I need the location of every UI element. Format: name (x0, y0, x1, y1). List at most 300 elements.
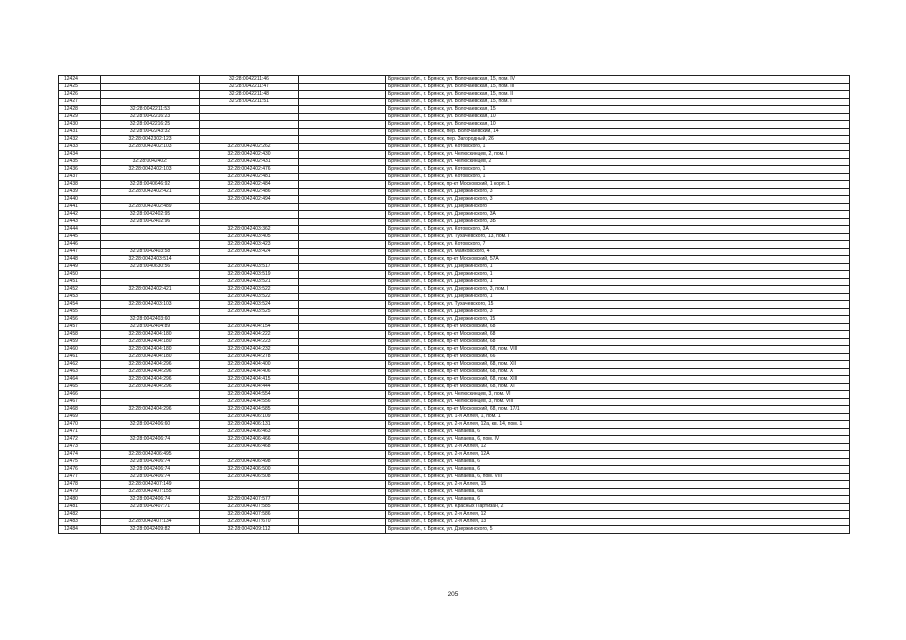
row-number-cell: 12439 (59, 188, 101, 196)
empty-cell (299, 398, 386, 406)
table-row (59, 398, 850, 406)
object-cadastral-cell: 32:28:0042404:556 (200, 398, 299, 406)
empty-cell (299, 218, 386, 226)
row-number-cell: 12438 (59, 181, 101, 189)
row-number-cell: 12437 (59, 173, 101, 181)
row-number-cell: 12466 (59, 391, 101, 399)
table-row (59, 188, 850, 196)
land-cadastral-cell: 32:28:0042402:103 (101, 166, 200, 174)
land-cadastral-cell: 32:28:0042216:23 (101, 113, 200, 121)
land-cadastral-cell (101, 293, 200, 301)
address-cell: Брянская обл., г. Брянск, ул. 2-я Аллея, 12а, кв. 14, пом. 1 (386, 421, 850, 429)
address-cell: Брянская обл., г. Брянск, ул. Котовского, 1 (386, 166, 850, 174)
table-row (59, 316, 850, 324)
row-number-cell: 12480 (59, 496, 101, 504)
object-cadastral-cell: 32:28:0042403:362 (200, 226, 299, 234)
table-row (59, 158, 850, 166)
empty-cell (299, 481, 386, 489)
table-row (59, 286, 850, 294)
object-cadastral-cell (200, 218, 299, 226)
land-cadastral-cell: 32:28:0042406:74 (101, 436, 200, 444)
object-cadastral-cell (200, 113, 299, 121)
table-row (59, 481, 850, 489)
object-cadastral-cell (200, 121, 299, 129)
land-cadastral-cell: 32:28:0042402:96 (101, 218, 200, 226)
address-cell: Брянская обл., г. Брянск, ул. Чапаева, 6, пом. VIII (386, 473, 850, 481)
address-cell: Брянская обл., г. Брянск, ул. Волочаевская, 15, пом. IV (386, 76, 850, 84)
table-row (59, 263, 850, 271)
land-cadastral-cell: 32:28:0042404:296 (101, 406, 200, 414)
table-row (59, 173, 850, 181)
object-cadastral-cell: 32:28:0042402:494 (200, 196, 299, 204)
object-cadastral-cell: 32:28:0042404:554 (200, 391, 299, 399)
land-cadastral-cell: 32:28:0042407:155 (101, 488, 200, 496)
address-cell: Брянская обл., г. Брянск, ул. Чапаева, 6а (386, 488, 850, 496)
land-cadastral-cell (101, 428, 200, 436)
empty-cell (299, 496, 386, 504)
row-number-cell: 12430 (59, 121, 101, 129)
table-row (59, 511, 850, 519)
row-number-cell: 12471 (59, 428, 101, 436)
address-cell: Брянская обл., г. Брянск, ул. 2-я Аллея, 13 (386, 518, 850, 526)
empty-cell (299, 308, 386, 316)
table-row (59, 256, 850, 264)
land-cadastral-cell (101, 226, 200, 234)
empty-cell (299, 113, 386, 121)
land-cadastral-cell: 32:28:0042402: (101, 158, 200, 166)
table-row (59, 391, 850, 399)
land-cadastral-cell: 32:28:0042216:25 (101, 121, 200, 129)
row-number-cell: 12475 (59, 458, 101, 466)
land-cadastral-cell: 32:28:0042406:74 (101, 458, 200, 466)
empty-cell (299, 226, 386, 234)
row-number-cell: 12467 (59, 398, 101, 406)
row-number-cell: 12453 (59, 293, 101, 301)
object-cadastral-cell: 32:28:0042403:525 (200, 308, 299, 316)
address-cell: Брянская обл., г. Брянск, пр-кт Московский, 68, пом. 17/1 (386, 406, 850, 414)
land-cadastral-cell: 32:28:0042404:296 (101, 368, 200, 376)
empty-cell (299, 443, 386, 451)
empty-cell (299, 466, 386, 474)
land-cadastral-cell (101, 76, 200, 84)
empty-cell (299, 263, 386, 271)
land-cadastral-cell (101, 173, 200, 181)
table-row (59, 413, 850, 421)
address-cell: Брянская обл., г. Брянск, ул. Чапаева, 6 (386, 428, 850, 436)
land-cadastral-cell: 32:28:0042402:489 (101, 203, 200, 211)
address-cell: Брянская обл., г. Брянск, пр-кт Московский, 68, пом. X (386, 368, 850, 376)
table-row (59, 353, 850, 361)
object-cadastral-cell: 32:28:0042404:444 (200, 383, 299, 391)
address-cell: Брянская обл., г. Брянск, ул. Дзержинского, 3 (386, 188, 850, 196)
empty-cell (299, 173, 386, 181)
land-cadastral-cell: 32:28:0040646:92 (101, 181, 200, 189)
table-row (59, 151, 850, 159)
address-cell: Брянская обл., г. Брянск, ул. Дзержинского, 15 (386, 316, 850, 324)
address-cell: Брянская обл., г. Брянск, пр-кт Московский, 68, пом. XII (386, 361, 850, 369)
land-cadastral-cell: 32:28:0042403:514 (101, 256, 200, 264)
table-row (59, 331, 850, 339)
object-cadastral-cell: 32:28:0042402:431 (200, 158, 299, 166)
empty-cell (299, 248, 386, 256)
table-row (59, 361, 850, 369)
row-number-cell: 12469 (59, 413, 101, 421)
object-cadastral-cell: 32:28:0042404:222 (200, 331, 299, 339)
table-row (59, 181, 850, 189)
table-row (59, 241, 850, 249)
empty-cell (299, 233, 386, 241)
table-row (59, 466, 850, 474)
table-row (59, 428, 850, 436)
row-number-cell: 12474 (59, 451, 101, 459)
row-number-cell: 12481 (59, 503, 101, 511)
address-cell: Брянская обл., г. Брянск, ул. Чапаева, 6, пом. IV (386, 436, 850, 444)
address-cell: Брянская обл., г. Брянск, ул. Дзержинского, 3 (386, 196, 850, 204)
empty-cell (299, 458, 386, 466)
row-number-cell: 12477 (59, 473, 101, 481)
object-cadastral-cell: 32:28:0042404:154 (200, 323, 299, 331)
object-cadastral-cell: 32:28:0042404:406 (200, 368, 299, 376)
address-cell: Брянская обл., г. Брянск, ул. Челюскинцев, 3, пом. VI (386, 391, 850, 399)
empty-cell (299, 503, 386, 511)
table-row (59, 526, 850, 534)
address-cell: Брянская обл., г. Брянск, ул. Дзержинского, 3Б (386, 218, 850, 226)
empty-cell (299, 406, 386, 414)
row-number-cell: 12452 (59, 286, 101, 294)
address-cell: Брянская обл., г. Брянск, ул. Челюскинцев, 2 (386, 158, 850, 166)
table-row (59, 196, 850, 204)
row-number-cell: 12435 (59, 158, 101, 166)
table-row (59, 293, 850, 301)
row-number-cell: 12445 (59, 233, 101, 241)
empty-cell (299, 128, 386, 136)
table-row (59, 76, 850, 84)
address-cell: Брянская обл., г. Брянск, ул. Красных Партизан, 2 (386, 503, 850, 511)
row-number-cell: 12461 (59, 353, 101, 361)
empty-cell (299, 331, 386, 339)
table-row (59, 128, 850, 136)
object-cadastral-cell: 32:28:0042211:48 (200, 91, 299, 99)
address-cell: Брянская обл., г. Брянск, ул. Котовского, 7 (386, 241, 850, 249)
address-cell: Брянская обл., г. Брянск, ул. Волочаевская, 10 (386, 113, 850, 121)
object-cadastral-cell: 32:28:0042402:481 (200, 173, 299, 181)
empty-cell (299, 136, 386, 144)
empty-cell (299, 121, 386, 129)
row-number-cell: 12428 (59, 106, 101, 114)
object-cadastral-cell: 32:28:0042403:522 (200, 293, 299, 301)
address-cell: Брянская обл., г. Брянск, пр-кт Московский, 68 (386, 338, 850, 346)
land-cadastral-cell (101, 151, 200, 159)
object-cadastral-cell (200, 481, 299, 489)
address-cell: Брянская обл., г. Брянск, ул. Тухачевского, 13, пом. I (386, 233, 850, 241)
empty-cell (299, 421, 386, 429)
row-number-cell: 12468 (59, 406, 101, 414)
row-number-cell: 12447 (59, 248, 101, 256)
object-cadastral-cell: 32:28:0042402:476 (200, 166, 299, 174)
address-cell: Брянская обл., г. Брянск, ул. Волочаевская, 15, пом. III (386, 83, 850, 91)
object-cadastral-cell: 32:28:0042403:423 (200, 241, 299, 249)
land-cadastral-cell: 32:28:0042404:296 (101, 383, 200, 391)
address-cell: Брянская обл., г. Брянск, пр-кт Московский, 57А (386, 256, 850, 264)
empty-cell (299, 151, 386, 159)
land-cadastral-cell (101, 98, 200, 106)
object-cadastral-cell (200, 136, 299, 144)
empty-cell (299, 301, 386, 309)
row-number-cell: 12444 (59, 226, 101, 234)
land-cadastral-cell: 32:28:0040630:56 (101, 263, 200, 271)
land-cadastral-cell: 32:28:0042407:71 (101, 503, 200, 511)
object-cadastral-cell (200, 451, 299, 459)
land-cadastral-cell (101, 91, 200, 99)
object-cadastral-cell (200, 106, 299, 114)
object-cadastral-cell: 32:28:0042404:400 (200, 361, 299, 369)
empty-cell (299, 383, 386, 391)
object-cadastral-cell: 32:28:0042406:466 (200, 436, 299, 444)
address-cell: Брянская обл., г. Брянск, ул. Дзержинского, 3 (386, 308, 850, 316)
address-cell: Брянская обл., г. Брянск, ул. Дзержинского, 1 (386, 263, 850, 271)
address-cell: Брянская обл., г. Брянск, ул. Волочаевская, 10 (386, 121, 850, 129)
object-cadastral-cell: 32:28:0042407:585 (200, 503, 299, 511)
land-cadastral-cell: 32:28:0042211:53 (101, 106, 200, 114)
land-cadastral-cell: 32:28:0042406:495 (101, 451, 200, 459)
empty-cell (299, 256, 386, 264)
object-cadastral-cell: 32:28:0042407:577 (200, 496, 299, 504)
row-number-cell: 12482 (59, 511, 101, 519)
row-number-cell: 12448 (59, 256, 101, 264)
object-cadastral-cell: 32:28:0042406:131 (200, 421, 299, 429)
table-row (59, 98, 850, 106)
land-cadastral-cell: 32:28:0042302:123 (101, 136, 200, 144)
empty-cell (299, 511, 386, 519)
object-cadastral-cell: 32:28:0042406:468 (200, 443, 299, 451)
address-cell: Брянская обл., г. Брянск, ул. Дзержинского, 1 (386, 278, 850, 286)
empty-cell (299, 526, 386, 534)
row-number-cell: 12459 (59, 338, 101, 346)
land-cadastral-cell (101, 308, 200, 316)
table-row (59, 496, 850, 504)
land-cadastral-cell: 32:28:0042404:296 (101, 376, 200, 384)
address-cell: Брянская обл., г. Брянск, пр-кт Московский, 66 (386, 353, 850, 361)
table-row (59, 488, 850, 496)
land-cadastral-cell (101, 443, 200, 451)
land-cadastral-cell: 32:28:0042243:32 (101, 128, 200, 136)
land-cadastral-cell (101, 278, 200, 286)
table-row (59, 136, 850, 144)
empty-cell (299, 166, 386, 174)
table-row (59, 113, 850, 121)
land-cadastral-cell: 32:28:0042406:74 (101, 496, 200, 504)
address-cell: Брянская обл., г. Брянск, ул. 2-я Аллея, 12А (386, 451, 850, 459)
row-number-cell: 12442 (59, 211, 101, 219)
empty-cell (299, 203, 386, 211)
empty-cell (299, 143, 386, 151)
object-cadastral-cell: 32:28:0042406:500 (200, 466, 299, 474)
table-row (59, 106, 850, 114)
row-number-cell: 12424 (59, 76, 101, 84)
object-cadastral-cell: 32:28:0042403:522 (200, 286, 299, 294)
land-cadastral-cell: 32:28:0042402:95 (101, 211, 200, 219)
address-cell: Брянская обл., г. Брянск, ул. Челюскинцев, 2, пом. I (386, 151, 850, 159)
land-cadastral-cell: 32:28:0042404:180 (101, 331, 200, 339)
row-number-cell: 12462 (59, 361, 101, 369)
address-cell: Брянская обл., г. Брянск, ул. Маяковского, 4 (386, 248, 850, 256)
address-cell: Брянская обл., г. Брянск, ул. Дзержинского, 3, пом. I (386, 286, 850, 294)
address-cell: Брянская обл., г. Брянск, пр-кт Московский, 68, пом. XI (386, 383, 850, 391)
table-row (59, 503, 850, 511)
table-row (59, 421, 850, 429)
empty-cell (299, 98, 386, 106)
register-table-body (59, 76, 850, 534)
table-row (59, 166, 850, 174)
table-row (59, 218, 850, 226)
empty-cell (299, 391, 386, 399)
object-cadastral-cell: 32:28:0042403:405 (200, 233, 299, 241)
land-cadastral-cell: 32:28:0042406:74 (101, 473, 200, 481)
address-cell: Брянская обл., г. Брянск, ул. Котовского, 3А (386, 226, 850, 234)
empty-cell (299, 361, 386, 369)
row-number-cell: 12476 (59, 466, 101, 474)
address-cell: Брянская обл., г. Брянск, ул. Дзержинского, 1 (386, 293, 850, 301)
address-cell: Брянская обл., г. Брянск, ул. Дзержинского, 5 (386, 526, 850, 534)
empty-cell (299, 271, 386, 279)
land-cadastral-cell (101, 511, 200, 519)
row-number-cell: 12470 (59, 421, 101, 429)
object-cadastral-cell: 32:28:0042402:484 (200, 181, 299, 189)
row-number-cell: 12443 (59, 218, 101, 226)
row-number-cell: 12446 (59, 241, 101, 249)
object-cadastral-cell: 32:28:0042403:519 (200, 271, 299, 279)
land-cadastral-cell: 32:28:0042404:180 (101, 346, 200, 354)
land-cadastral-cell: 32:28:0042404:180 (101, 338, 200, 346)
address-cell: Брянская обл., г. Брянск, ул. 1-я Аллея, 1, пом. 1 (386, 413, 850, 421)
land-cadastral-cell: 32:28:0042407:149 (101, 481, 200, 489)
land-cadastral-cell: 32:28:0042409:82 (101, 526, 200, 534)
row-number-cell: 12432 (59, 136, 101, 144)
row-number-cell: 12426 (59, 91, 101, 99)
empty-cell (299, 488, 386, 496)
object-cadastral-cell (200, 211, 299, 219)
land-cadastral-cell: 32:28:0042402:103 (101, 143, 200, 151)
row-number-cell: 12433 (59, 143, 101, 151)
empty-cell (299, 76, 386, 84)
row-number-cell: 12434 (59, 151, 101, 159)
row-number-cell: 12460 (59, 346, 101, 354)
object-cadastral-cell: 32:28:0042211:46 (200, 76, 299, 84)
row-number-cell: 12484 (59, 526, 101, 534)
table-row (59, 83, 850, 91)
row-number-cell: 12455 (59, 308, 101, 316)
row-number-cell: 12440 (59, 196, 101, 204)
register-table (58, 75, 850, 534)
table-row (59, 383, 850, 391)
empty-cell (299, 428, 386, 436)
empty-cell (299, 241, 386, 249)
empty-cell (299, 338, 386, 346)
empty-cell (299, 196, 386, 204)
empty-cell (299, 286, 386, 294)
address-cell: Брянская обл., г. Брянск, ул. 2-я Аллея, 12 (386, 443, 850, 451)
row-number-cell: 12472 (59, 436, 101, 444)
object-cadastral-cell: 32:28:0042402:486 (200, 188, 299, 196)
empty-cell (299, 346, 386, 354)
object-cadastral-cell: 32:28:0042404:223 (200, 338, 299, 346)
object-cadastral-cell: 32:28:0042403:517 (200, 263, 299, 271)
row-number-cell: 12450 (59, 271, 101, 279)
land-cadastral-cell: 32:28:0042407:134 (101, 518, 200, 526)
row-number-cell: 12463 (59, 368, 101, 376)
address-cell: Брянская обл., г. Брянск, пер. Загородный, 26 (386, 136, 850, 144)
object-cadastral-cell: 32:28:0042407:586 (200, 511, 299, 519)
land-cadastral-cell (101, 241, 200, 249)
empty-cell (299, 83, 386, 91)
land-cadastral-cell: 32:28:0042402:421 (101, 188, 200, 196)
object-cadastral-cell: 32:28:0042404:232 (200, 346, 299, 354)
empty-cell (299, 158, 386, 166)
table-row (59, 308, 850, 316)
empty-cell (299, 436, 386, 444)
object-cadastral-cell (200, 316, 299, 324)
table-row (59, 226, 850, 234)
object-cadastral-cell: 32:28:0042404:415 (200, 376, 299, 384)
address-cell: Брянская обл., г. Брянск, пр-кт Московский, 68 (386, 331, 850, 339)
address-cell: Брянская обл., г. Брянск, ул. Чапаева, 6 (386, 496, 850, 504)
row-number-cell: 12436 (59, 166, 101, 174)
empty-cell (299, 368, 386, 376)
land-cadastral-cell (101, 398, 200, 406)
object-cadastral-cell: 32:28:0042402:262 (200, 143, 299, 151)
row-number-cell: 12441 (59, 203, 101, 211)
empty-cell (299, 413, 386, 421)
land-cadastral-cell (101, 391, 200, 399)
table-row (59, 436, 850, 444)
address-cell: Брянская обл., г. Брянск, ул. 2-я Аллея, 15 (386, 481, 850, 489)
empty-cell (299, 278, 386, 286)
address-cell: Брянская обл., г. Брянск, пр-кт Московский, 68, пом. VIII (386, 346, 850, 354)
land-cadastral-cell (101, 83, 200, 91)
table-row (59, 248, 850, 256)
row-number-cell: 12456 (59, 316, 101, 324)
address-cell: Брянская обл., г. Брянск, ул. Дзержинского, 3А (386, 211, 850, 219)
table-row (59, 323, 850, 331)
object-cadastral-cell (200, 203, 299, 211)
object-cadastral-cell: 32:28:0042409:112 (200, 526, 299, 534)
empty-cell (299, 106, 386, 114)
table-row (59, 91, 850, 99)
table-row (59, 346, 850, 354)
table-row (59, 278, 850, 286)
object-cadastral-cell: 32:28:0042403:424 (200, 248, 299, 256)
table-row (59, 143, 850, 151)
empty-cell (299, 181, 386, 189)
land-cadastral-cell: 32:28:0042403:58 (101, 248, 200, 256)
object-cadastral-cell: 32:28:0042402:430 (200, 151, 299, 159)
table-row (59, 301, 850, 309)
address-cell: Брянская обл., г. Брянск, пер. Волочаевский, 14 (386, 128, 850, 136)
row-number-cell: 12425 (59, 83, 101, 91)
object-cadastral-cell: 32:28:0042406:463 (200, 428, 299, 436)
land-cadastral-cell: 32:28:0042404:89 (101, 323, 200, 331)
address-cell: Брянская обл., г. Брянск, ул. Челюскинцев, 3, пом. VIII (386, 398, 850, 406)
table-row (59, 338, 850, 346)
row-number-cell: 12457 (59, 323, 101, 331)
table-row (59, 451, 850, 459)
empty-cell (299, 353, 386, 361)
table-row (59, 121, 850, 129)
land-cadastral-cell: 32:28:0042406:60 (101, 421, 200, 429)
empty-cell (299, 316, 386, 324)
address-cell: Брянская обл., г. Брянск, ул. Тухачевского, 15 (386, 301, 850, 309)
row-number-cell: 12454 (59, 301, 101, 309)
